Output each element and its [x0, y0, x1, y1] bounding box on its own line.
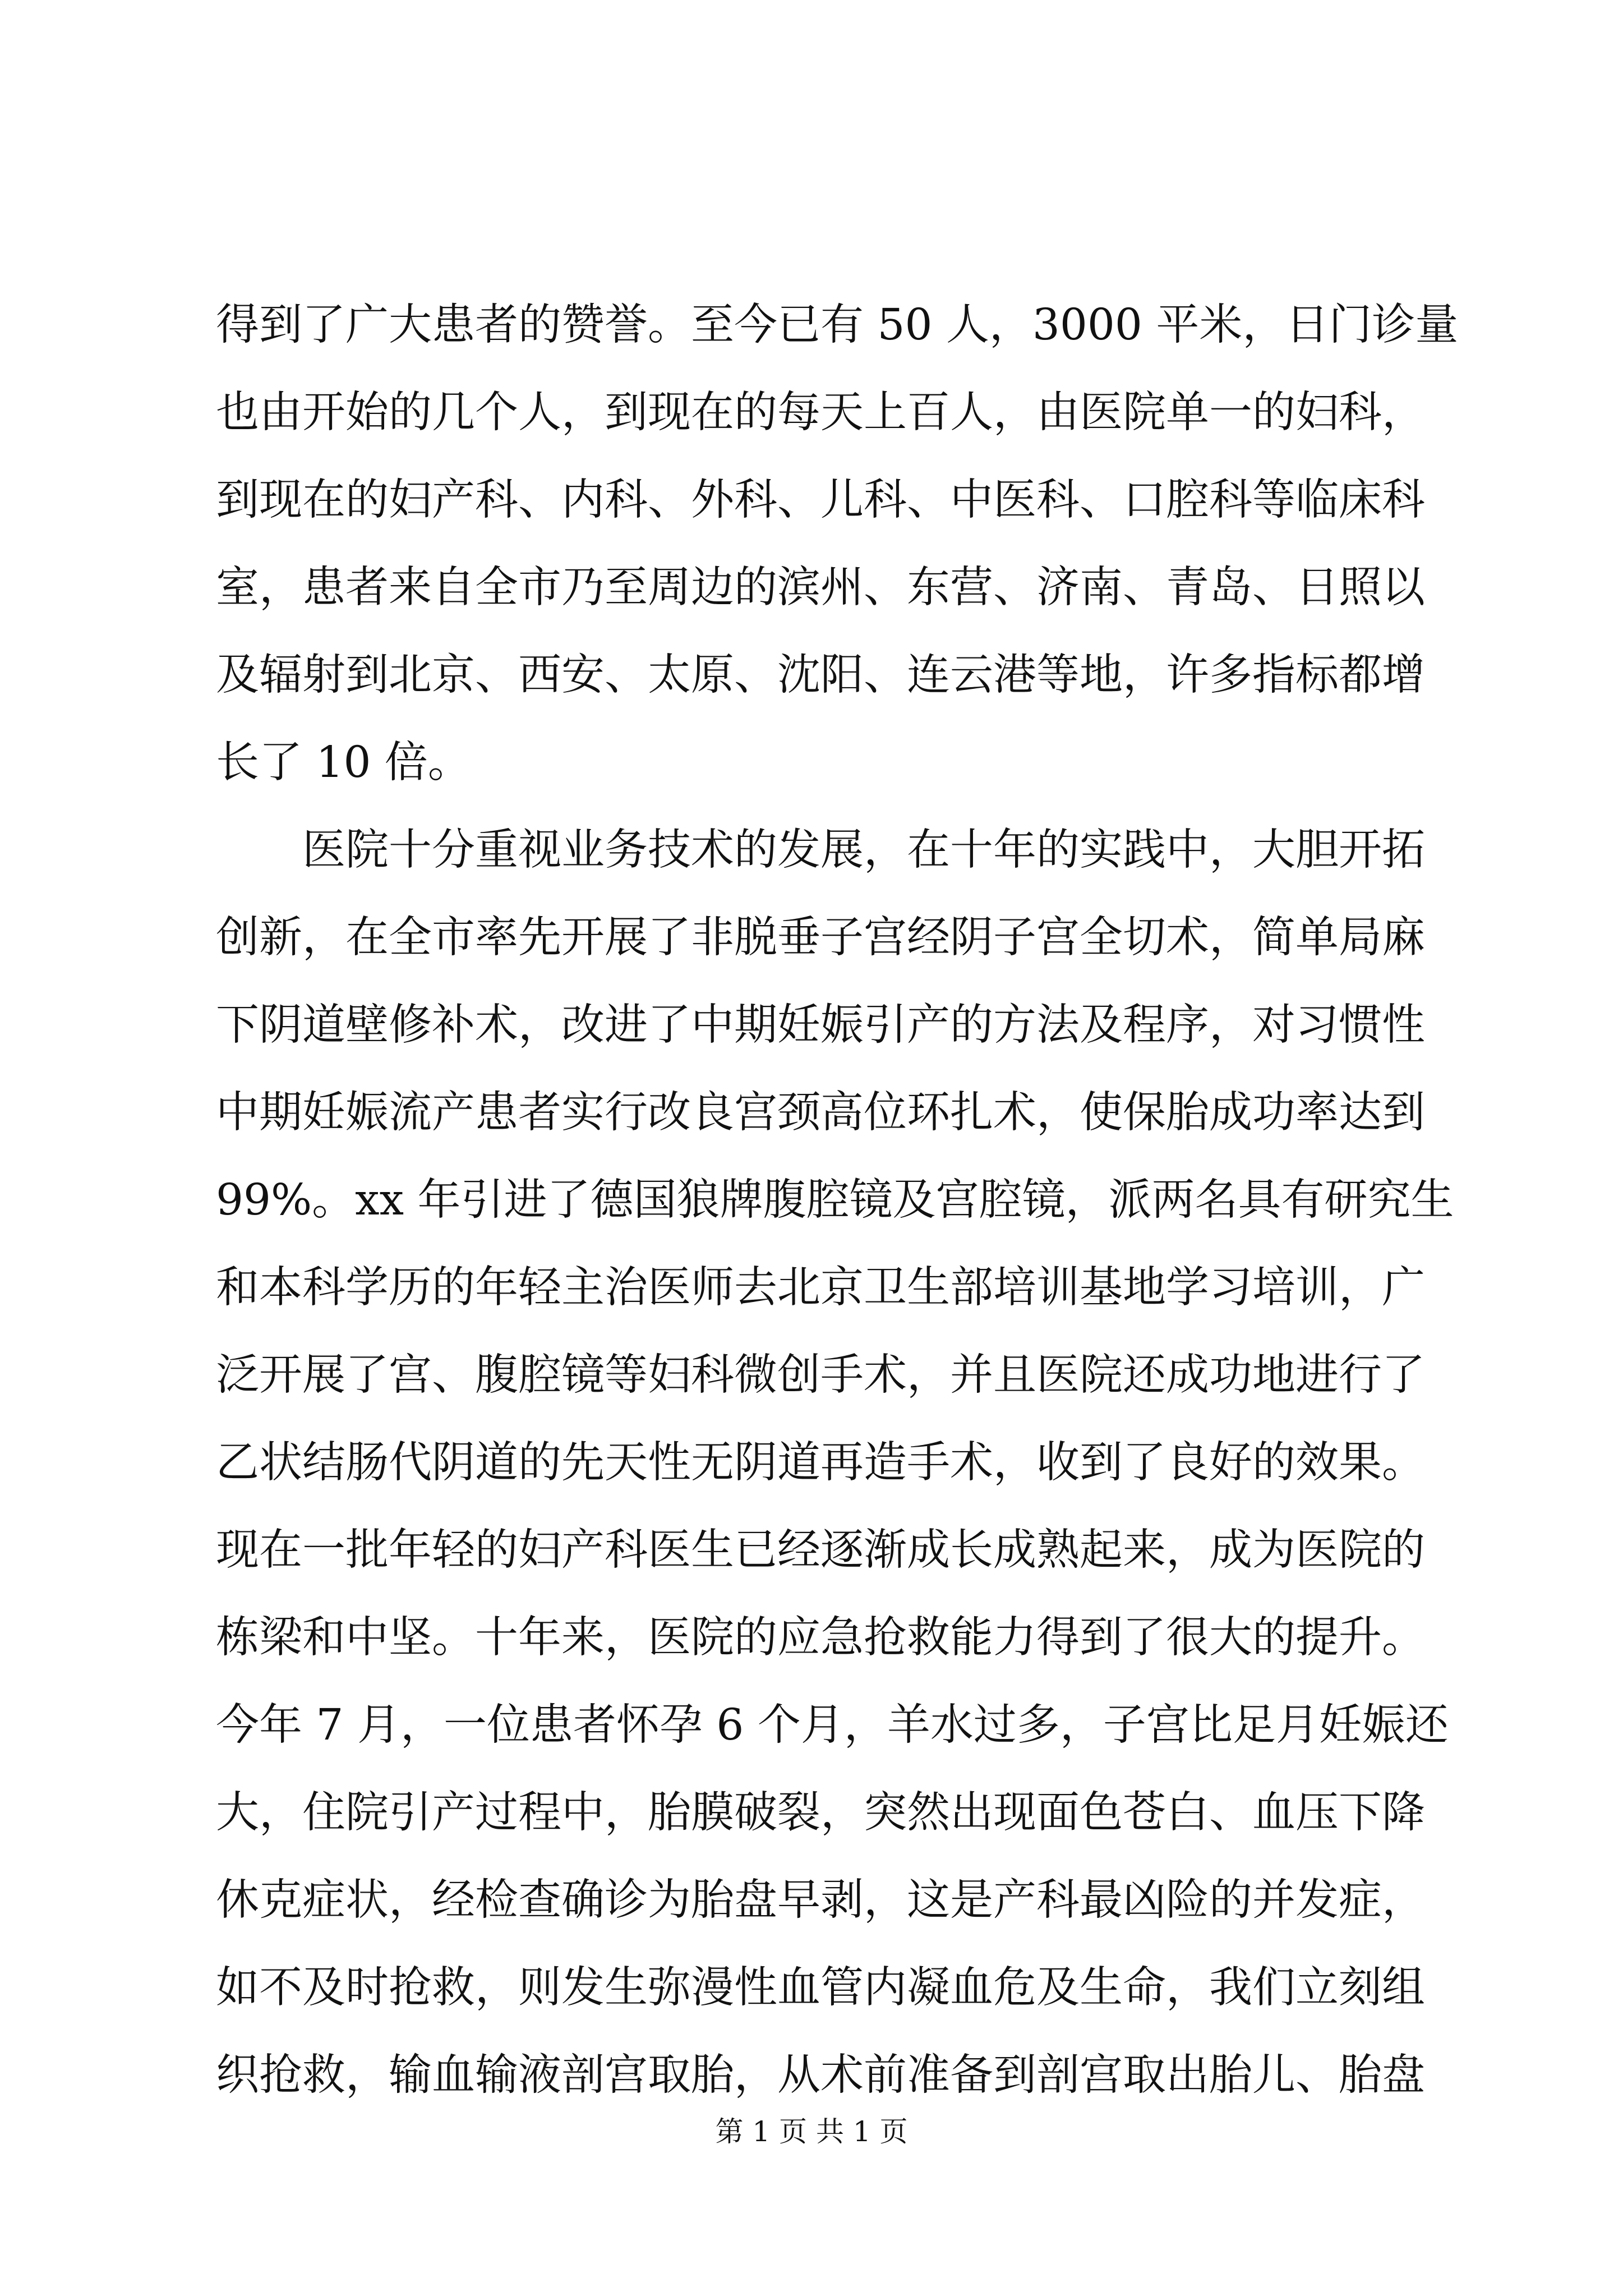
text-line: 大，住院引产过程中，胎膜破裂，突然出现面色苍白、血压下降: [216, 1788, 1425, 1838]
text-line: 和本科学历的年轻主治医师去北京卫生部培训基地学习培训，广: [216, 1263, 1425, 1313]
text-line: 室，患者来自全市乃至周边的滨州、东营、济南、青岛、日照以: [216, 563, 1425, 613]
text-line: 中期妊娠流产患者实行改良宫颈高位环扎术，使保胎成功率达到: [216, 1088, 1425, 1138]
text-line: 下阴道壁修补术，改进了中期妊娠引产的方法及程序，对习惯性: [216, 1000, 1425, 1050]
paragraph-first-line: 医院十分重视业务技术的发展，在十年的实践中，大胆开拓: [302, 825, 1425, 875]
text-line: 泛开展了宫、腹腔镜等妇科微创手术，并且医院还成功地进行了: [216, 1350, 1425, 1400]
page-number-footer: 第 1 页 共 1 页: [715, 2115, 908, 2148]
text-line: 乙状结肠代阴道的先天性无阴道再造手术，收到了良好的效果。: [216, 1438, 1425, 1488]
text-line: 休克症状，经检查确诊为胎盘早剥，这是产科最凶险的并发症，: [216, 1875, 1425, 1925]
text-line: 得到了广大患者的赞誉。至今已有 50 人，3000 平米，日门诊量: [216, 300, 1459, 350]
text-line: 到现在的妇产科、内科、外科、儿科、中医科、口腔科等临床科: [216, 475, 1425, 525]
text-line: 及辐射到北京、西安、太原、沈阳、连云港等地，许多指标都增: [216, 650, 1425, 700]
text-line: 现在一批年轻的妇产科医生已经逐渐成长成熟起来，成为医院的: [216, 1525, 1425, 1575]
text-line: 如不及时抢救，则发生弥漫性血管内凝血危及生命，我们立刻组: [216, 1963, 1425, 2013]
text-line: 织抢救，输血输液剖宫取胎，从术前准备到剖宫取出胎儿、胎盘: [216, 2050, 1425, 2100]
text-line: 也由开始的几个人，到现在的每天上百人，由医院单一的妇科，: [216, 388, 1425, 438]
text-line: 创新，在全市率先开展了非脱垂子宫经阴子宫全切术，简单局麻: [216, 913, 1425, 963]
text-line: 今年 7 月，一位患者怀孕 6 个月，羊水过多，子宫比足月妊娠还: [216, 1700, 1449, 1750]
text-line: 长了 10 倍。: [216, 738, 471, 788]
text-line: 99%。xx 年引进了德国狼牌腹腔镜及宫腔镜，派两名具有研究生: [216, 1175, 1454, 1225]
text-line: 栋梁和中坚。十年来，医院的应急抢救能力得到了很大的提升。: [216, 1613, 1425, 1663]
